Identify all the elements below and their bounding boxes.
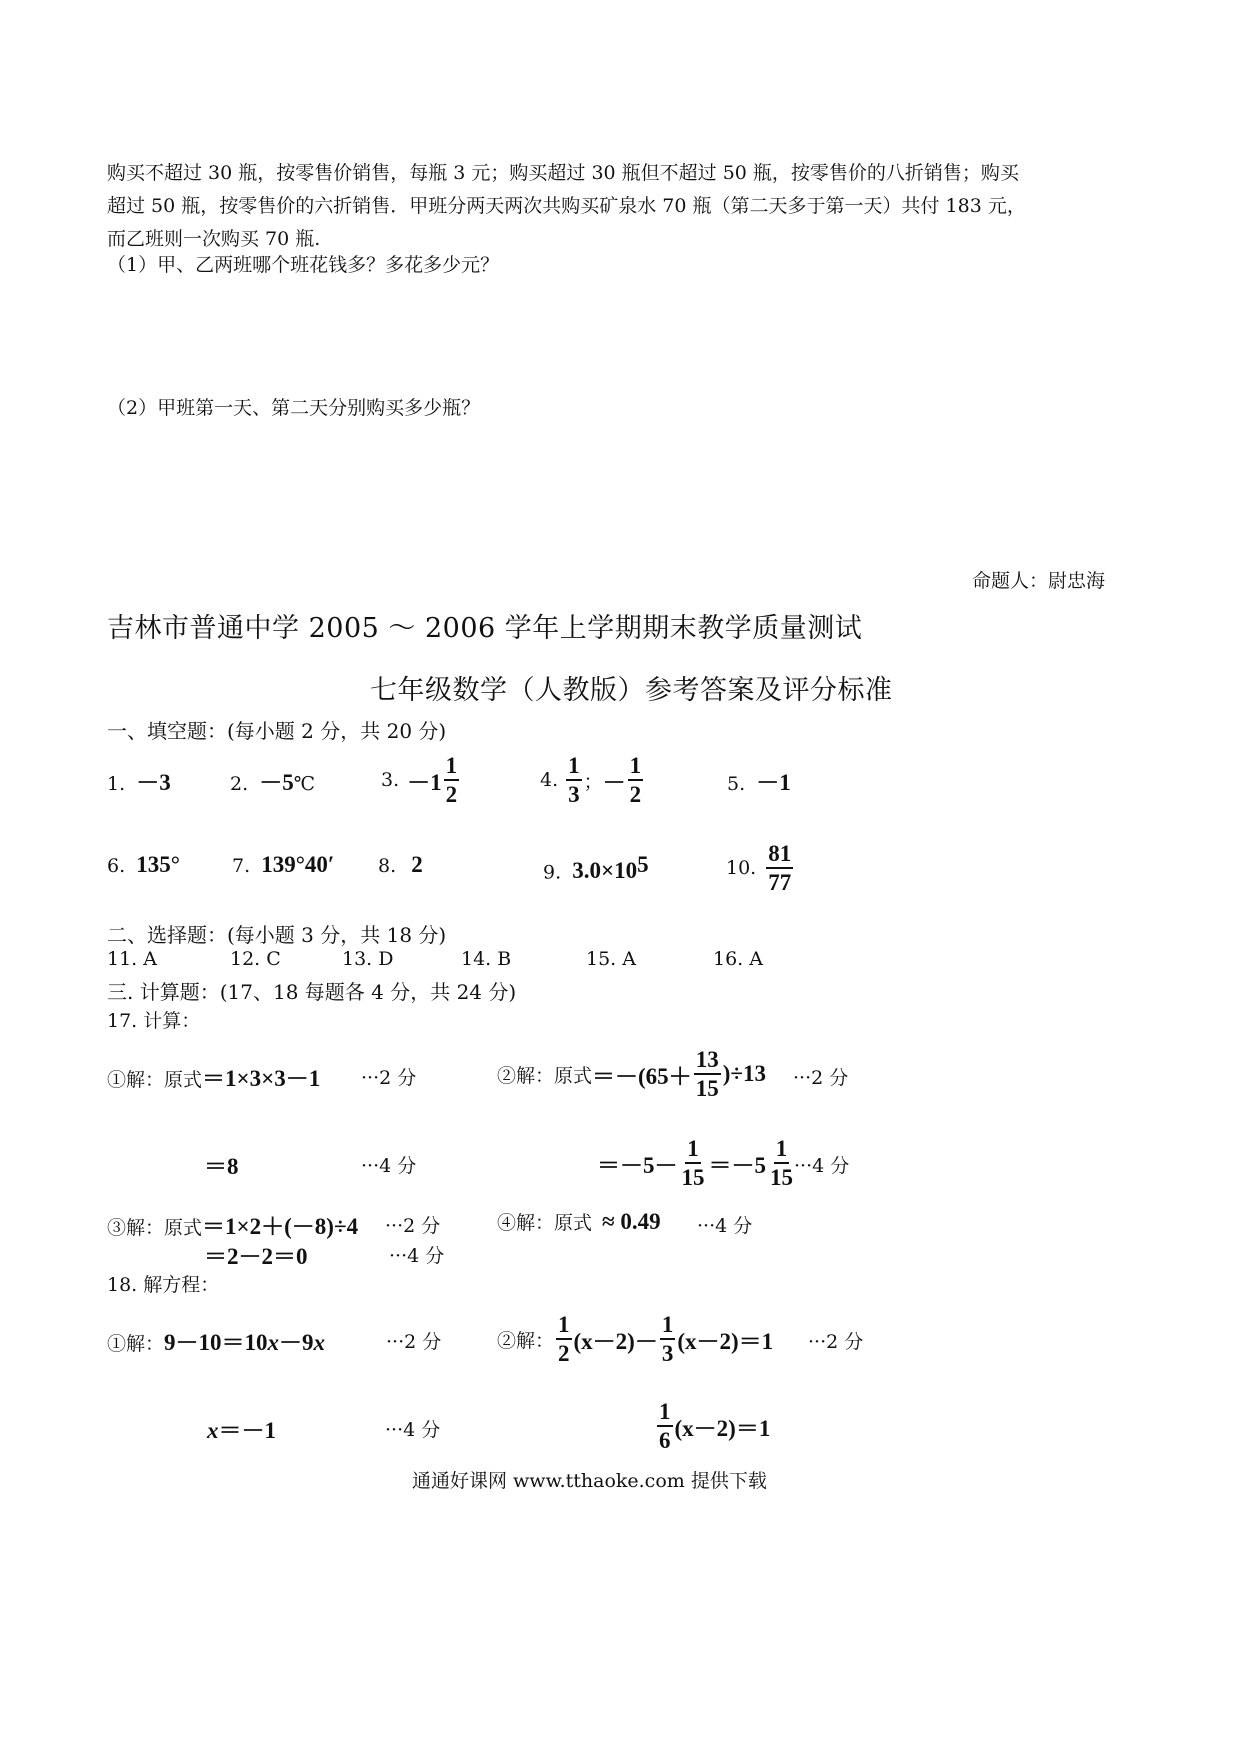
fill-item-4: 4. $\frac{1}{3}$ ； － $\frac{1}{2}$: [540, 753, 642, 807]
question-1: （1）甲、乙两班哪个班花钱多？多花多少元？: [107, 254, 500, 276]
calc-1-step-2: ＝8: [204, 1154, 239, 1179]
choice-12: 12. C: [230, 948, 281, 970]
calc-3-step-1: ③解：原式＝1×2＋(－8)÷4: [107, 1214, 359, 1239]
calc-3-step-2: ＝2－2＝0: [204, 1244, 308, 1269]
eq-1-step-1-mark: ···2 分: [386, 1331, 442, 1353]
problem-line-1: 购买不超过 30 瓶，按零售价销售，每瓶 3 元；购买超过 30 瓶但不超过 50 瓶，按零售价的八折销售；购买: [107, 162, 1019, 184]
calc-1-step-1: ①解：原式＝1×3×3－1: [107, 1066, 321, 1091]
eq-1-step-1: ①解：9－10＝10x－9x: [107, 1330, 326, 1355]
choice-11: 11. A: [107, 948, 157, 970]
eq-2-step-1-mark: ···2 分: [808, 1331, 864, 1353]
author: 命题人：尉忠海: [972, 570, 1106, 592]
fill-item-6: 6. 135°: [107, 852, 180, 877]
choice-14: 14. B: [461, 948, 512, 970]
calc-2-step-1: ②解：原式 ＝－(65＋ $\frac{13}{15}$ )÷13: [497, 1047, 766, 1101]
eq-1-step-2: x＝－1: [207, 1418, 276, 1443]
fill-item-5: 5. －1: [727, 770, 791, 795]
page-subtitle: 七年级数学（人教版）参考答案及评分标准: [370, 675, 893, 706]
problem-line-3: 而乙班则一次购买 70 瓶.: [107, 228, 321, 250]
calc-1-step-1-mark: ···2 分: [361, 1067, 417, 1089]
calc-4: ④解：原式 ≈ 0.49: [497, 1209, 661, 1234]
calc-2-step-1-mark: ···2 分: [793, 1067, 849, 1089]
fill-item-2: 2. －5℃: [230, 770, 315, 795]
calc-3-step-2-mark: ···4 分: [389, 1245, 445, 1267]
question-2: （2）甲班第一天、第二天分别购买多少瓶？: [107, 397, 481, 419]
eq-2-step-1: ②解： $\frac{1}{2}$ (x－2)－ $\frac{1}{3}$ (x－2)＝1: [497, 1312, 774, 1366]
eq-2-step-2: $\frac{1}{6}$ (x－2)＝1: [659, 1399, 771, 1453]
choice-13: 13. D: [342, 948, 394, 970]
q17-label: 17. 计算：: [107, 1010, 201, 1032]
section3-heading: 三. 计算题：(17、18 每题各 4 分，共 24 分): [107, 980, 517, 1004]
section2-heading: 二、选择题：(每小题 3 分，共 18 分): [107, 923, 447, 947]
calc-2-step-2-mark: ···4 分: [794, 1155, 850, 1177]
fill-item-8: 8. 2: [378, 852, 423, 877]
fill-item-7: 7. 139°40′: [232, 852, 335, 877]
fill-item-10: 10. $\frac{81}{77}$: [726, 841, 792, 895]
fill-item-3: 3. －1 $\frac{1}{2}$: [381, 753, 458, 807]
calc-4-mark: ···4 分: [697, 1215, 753, 1237]
choice-15: 15. A: [586, 948, 636, 970]
q18-label: 18. 解方程：: [107, 1274, 220, 1296]
page-footer: 通通好课网 www.tthaoke.com 提供下载: [412, 1470, 767, 1492]
calc-1-step-2-mark: ···4 分: [361, 1155, 417, 1177]
calc-3-step-1-mark: ···2 分: [385, 1215, 441, 1237]
page-title: 吉林市普通中学 2005 ～ 2006 学年上学期期末教学质量测试: [107, 613, 863, 644]
section1-heading: 一、填空题：(每小题 2 分，共 20 分): [107, 719, 447, 743]
choice-16: 16. A: [713, 948, 763, 970]
problem-line-2: 超过 50 瓶，按零售价的六折销售．甲班分两天两次共购买矿泉水 70 瓶（第二天多于第一天）共付 183 元，: [107, 195, 1026, 217]
fill-item-1: 1. －3: [107, 770, 171, 795]
calc-2-step-2: ＝－5－ $\frac{1}{15}$ ＝－5 $\frac{1}{15}$: [597, 1136, 793, 1190]
eq-1-step-2-mark: ···4 分: [385, 1419, 441, 1441]
fill-item-9: 9. $3.0\times 10^5$: [543, 852, 649, 884]
